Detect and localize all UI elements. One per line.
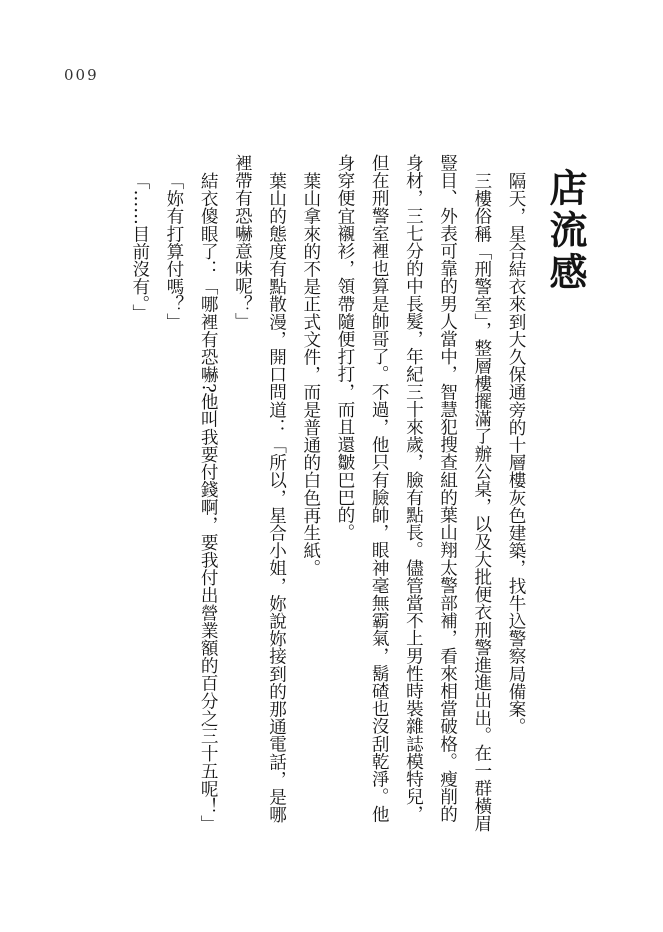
chapter-title: 店流感 (543, 168, 588, 294)
body-text (123, 154, 533, 834)
page-number: 009 (64, 66, 99, 84)
paragraph: 葉山的態度有點散漫，開口問道：「所以，星合小姐，妳說妳接到的那通電話，是哪裡帶有恐嚇意味呢？」 (232, 154, 287, 823)
paragraph: 葉山拿來的不是正式文件，而是普通的白色再生紙。 (300, 171, 321, 577)
paragraph: 隔天，星合結衣來到大久保通旁的十層樓灰色建築，找牛込警察局備案。 (506, 171, 526, 735)
paragraph: 「妳有打算付嗎？」 (163, 171, 184, 330)
paragraph: 三樓俗稱「刑警室」，整層樓擺滿了辦公桌，以及大批便衣刑警進進出出。在一群橫眉豎目、外表可靠的男人當中，智慧犯搜查組的葉山翔太警部補，看來相當破格。瘦削的身材，三七分的中長髮，年紀三十來歲，臉有點長。儘管當不上男性時裝雜誌模特兒，但在刑警室裡也算是帥哥了。不過，他只有臉帥，眼神毫無霸氣，鬍碴也沒刮乾淨。他身穿便宜襯衫，領帶隨便打打，而且還皺巴巴的。 (334, 154, 492, 832)
paragraph: 結衣傻眼了：「哪裡有恐嚇?他叫我要付錢啊，要我付出營業額的百分之三十五呢！」 (198, 171, 219, 833)
paragraph: 「……目前沒有。」 (129, 171, 150, 322)
